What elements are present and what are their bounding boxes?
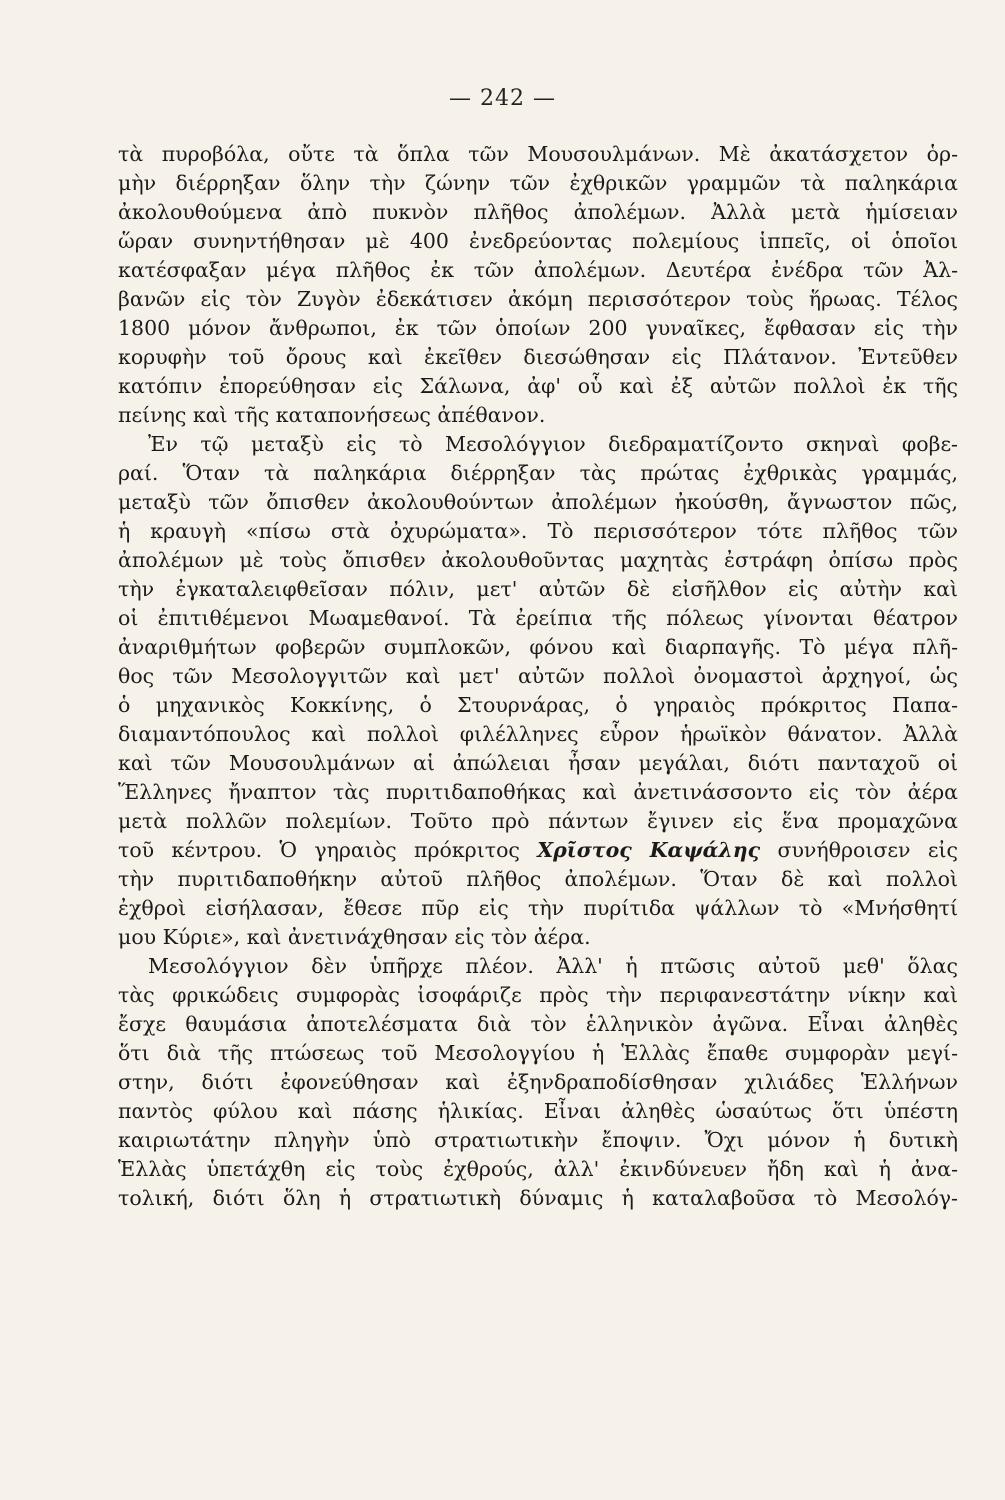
text-segment: συνήθροισεν εἰς (760, 838, 958, 862)
text-line: τολική, διότι ὅλη ἡ στρατιωτικὴ δύναμις ἡ καταλαβοῦσα τὸ Μεσολόγ- (118, 1186, 958, 1210)
page-number: — 242 — (449, 86, 556, 111)
text-line: ἀκολουθούμενα ἀπὸ πυκνὸν πλῆθος ἀπολέμων. Ἀλλὰ μετὰ ἡμίσειαν (118, 200, 958, 224)
text-line: διαμαντόπουλος καὶ πολλοὶ φιλέλληνες εὗρον ἡρωϊκὸν θάνατον. Ἀλλὰ (118, 722, 958, 746)
text-line: Ἕλληνες ἤναπτον τὰς πυριτιδαποθήκας καὶ ἀνετινάσσοντο εἰς τὸν ἀέρα (118, 780, 958, 804)
text-line: τὰς φρικώδεις συμφορὰς ἰσοφάριζε πρὸς τὴν περιφανεστάτην νίκην καὶ (118, 983, 958, 1007)
text-line: καιριωτάτην πληγὴν ὑπὸ στρατιωτικὴν ἔποψιν. Ὄχι μόνον ἡ δυτικὴ (118, 1128, 958, 1152)
text-line: καὶ τῶν Μουσουλμάνων αἱ ἀπώλειαι ἦσαν μεγάλαι, διότι πανταχοῦ οἱ (118, 751, 958, 775)
text-line: κατόπιν ἐπορεύθησαν εἰς Σάλωνα, ἀφ' οὗ καὶ ἐξ αὐτῶν πολλοὶ ἐκ τῆς (118, 374, 958, 398)
text-line: ὥραν συνηντήθησαν μὲ 400 ἐνεδρεύοντας πολεμίους ἱππεῖς, οἱ ὁποῖοι (118, 229, 958, 253)
text-line: μου Κύριε», καὶ ἀνετινάχθησαν εἰς τὸν ἀέρα. (118, 925, 591, 949)
text-line: ραί. Ὅταν τὰ παληκάρια διέρρηξαν τὰς πρώτας ἐχθρικὰς γραμμάς, (118, 461, 958, 485)
text-line: ἡ κραυγὴ «πίσω στὰ ὀχυρώματα». Τὸ περισσότερον τότε πλῆθος τῶν (118, 519, 958, 543)
text-line: μὴν διέρρηξαν ὅλην τὴν ζώνην τῶν ἐχθρικῶν γραμμῶν τὰ παληκάρια (118, 171, 958, 195)
text-line: οἱ ἐπιτιθέμενοι Μωαμεθανοί. Τὰ ἐρείπια τῆς πόλεως γίνονται θέατρον (118, 606, 958, 630)
text-line: 1800 μόνον ἄνθρωποι, ἐκ τῶν ὁποίων 200 γυναῖκες, ἔφθασαν εἰς τὴν (118, 316, 958, 340)
emphasized-name: Χρῖστος Καψάλης (537, 838, 761, 862)
text-line: μετὰ πολλῶν πολεμίων. Τοῦτο πρὸ πάντων ἔγινεν εἰς ἕνα προμαχῶνα (118, 809, 958, 833)
text-line: τὰ πυροβόλα, οὔτε τὰ ὅπλα τῶν Μουσουλμάνων. Μὲ ἀκατάσχετον ὁρ- (118, 142, 958, 166)
text-line: θος τῶν Μεσολογγιτῶν καὶ μετ' αὐτῶν πολλοὶ ὀνομαστοὶ ἀρχηγοί, ὡς (118, 664, 958, 688)
text-line: ὁ μηχανικὸς Κοκκίνης, ὁ Στουρνάρας, ὁ γηραιὸς πρόκριτος Παπα- (118, 693, 958, 717)
text-line: ἀπολέμων μὲ τοὺς ὄπισθεν ἀκολουθοῦντας μαχητὰς ἐστράφη ὀπίσω πρὸς (118, 548, 958, 572)
body-text (118, 140, 958, 1213)
text-line (118, 836, 958, 865)
text-line: ἀναριθμήτων φοβερῶν συμπλοκῶν, φόνου καὶ διαρπαγῆς. Τὸ μέγα πλῆ- (118, 635, 958, 659)
text-line: ἐχθροὶ εἰσήλασαν, ἔθεσε πῦρ εἰς τὴν πυρίτιδα ψάλλων τὸ «Μνήσθητί (118, 896, 958, 920)
text-line: μεταξὺ τῶν ὄπισθεν ἀκολουθούντων ἀπολέμων ἠκούσθη, ἄγνωστον πῶς, (118, 490, 958, 514)
text-line: τὴν ἐγκαταλειφθεῖσαν πόλιν, μετ' αὐτῶν δὲ εἰσῆλθον εἰς αὐτὴν καὶ (118, 577, 958, 601)
text-line: ἔσχε θαυμάσια ἀποτελέσματα διὰ τὸν ἑλληνικὸν ἀγῶνα. Εἶναι ἀληθὲς (118, 1012, 958, 1036)
text-line: κατέσφαξαν μέγα πλῆθος ἐκ τῶν ἀπολέμων. Δευτέρα ἐνέδρα τῶν Ἀλ- (118, 258, 958, 282)
text-segment: τοῦ κέντρου. Ὁ γηραιὸς πρόκριτος (118, 838, 538, 862)
text-line: ὅτι διὰ τῆς πτώσεως τοῦ Μεσολογγίου ἡ Ἑλλὰς ἔπαθε συμφορὰν μεγί- (118, 1041, 958, 1065)
text-line: Μεσολόγγιον δὲν ὑπῆρχε πλέον. Ἀλλ' ἡ πτῶσις αὐτοῦ μεθ' ὅλας (148, 954, 958, 978)
text-line: βανῶν εἰς τὸν Ζυγὸν ἐδεκάτισεν ἀκόμη περισσότερον τοὺς ἥρωας. Τέλος (118, 287, 958, 311)
text-line: στην, διότι ἐφονεύθησαν καὶ ἐξηνδραποδίσθησαν χιλιάδες Ἑλλήνων (118, 1070, 958, 1094)
text-line: τὴν πυριτιδαποθήκην αὐτοῦ πλῆθος ἀπολέμων. Ὅταν δὲ καὶ πολλοὶ (118, 867, 958, 891)
text-line: Ἐν τῷ μεταξὺ εἰς τὸ Μεσολόγγιον διεδραματίζοντο σκηναὶ φοβε- (148, 432, 958, 456)
text-line: Ἑλλὰς ὑπετάχθη εἰς τοὺς ἐχθρούς, ἀλλ' ἐκινδύνευεν ἤδη καὶ ἡ ἀνα- (118, 1157, 958, 1181)
text-line: κορυφὴν τοῦ ὄρους καὶ ἐκεῖθεν διεσώθησαν εἰς Πλάτανον. Ἐντεῦθεν (118, 345, 958, 369)
text-line: πείνης καὶ τῆς καταπονήσεως ἀπέθανον. (118, 403, 546, 427)
text-line: παντὸς φύλου καὶ πάσης ἡλικίας. Εἶναι ἀληθὲς ὡσαύτως ὅτι ὑπέστη (118, 1099, 958, 1123)
